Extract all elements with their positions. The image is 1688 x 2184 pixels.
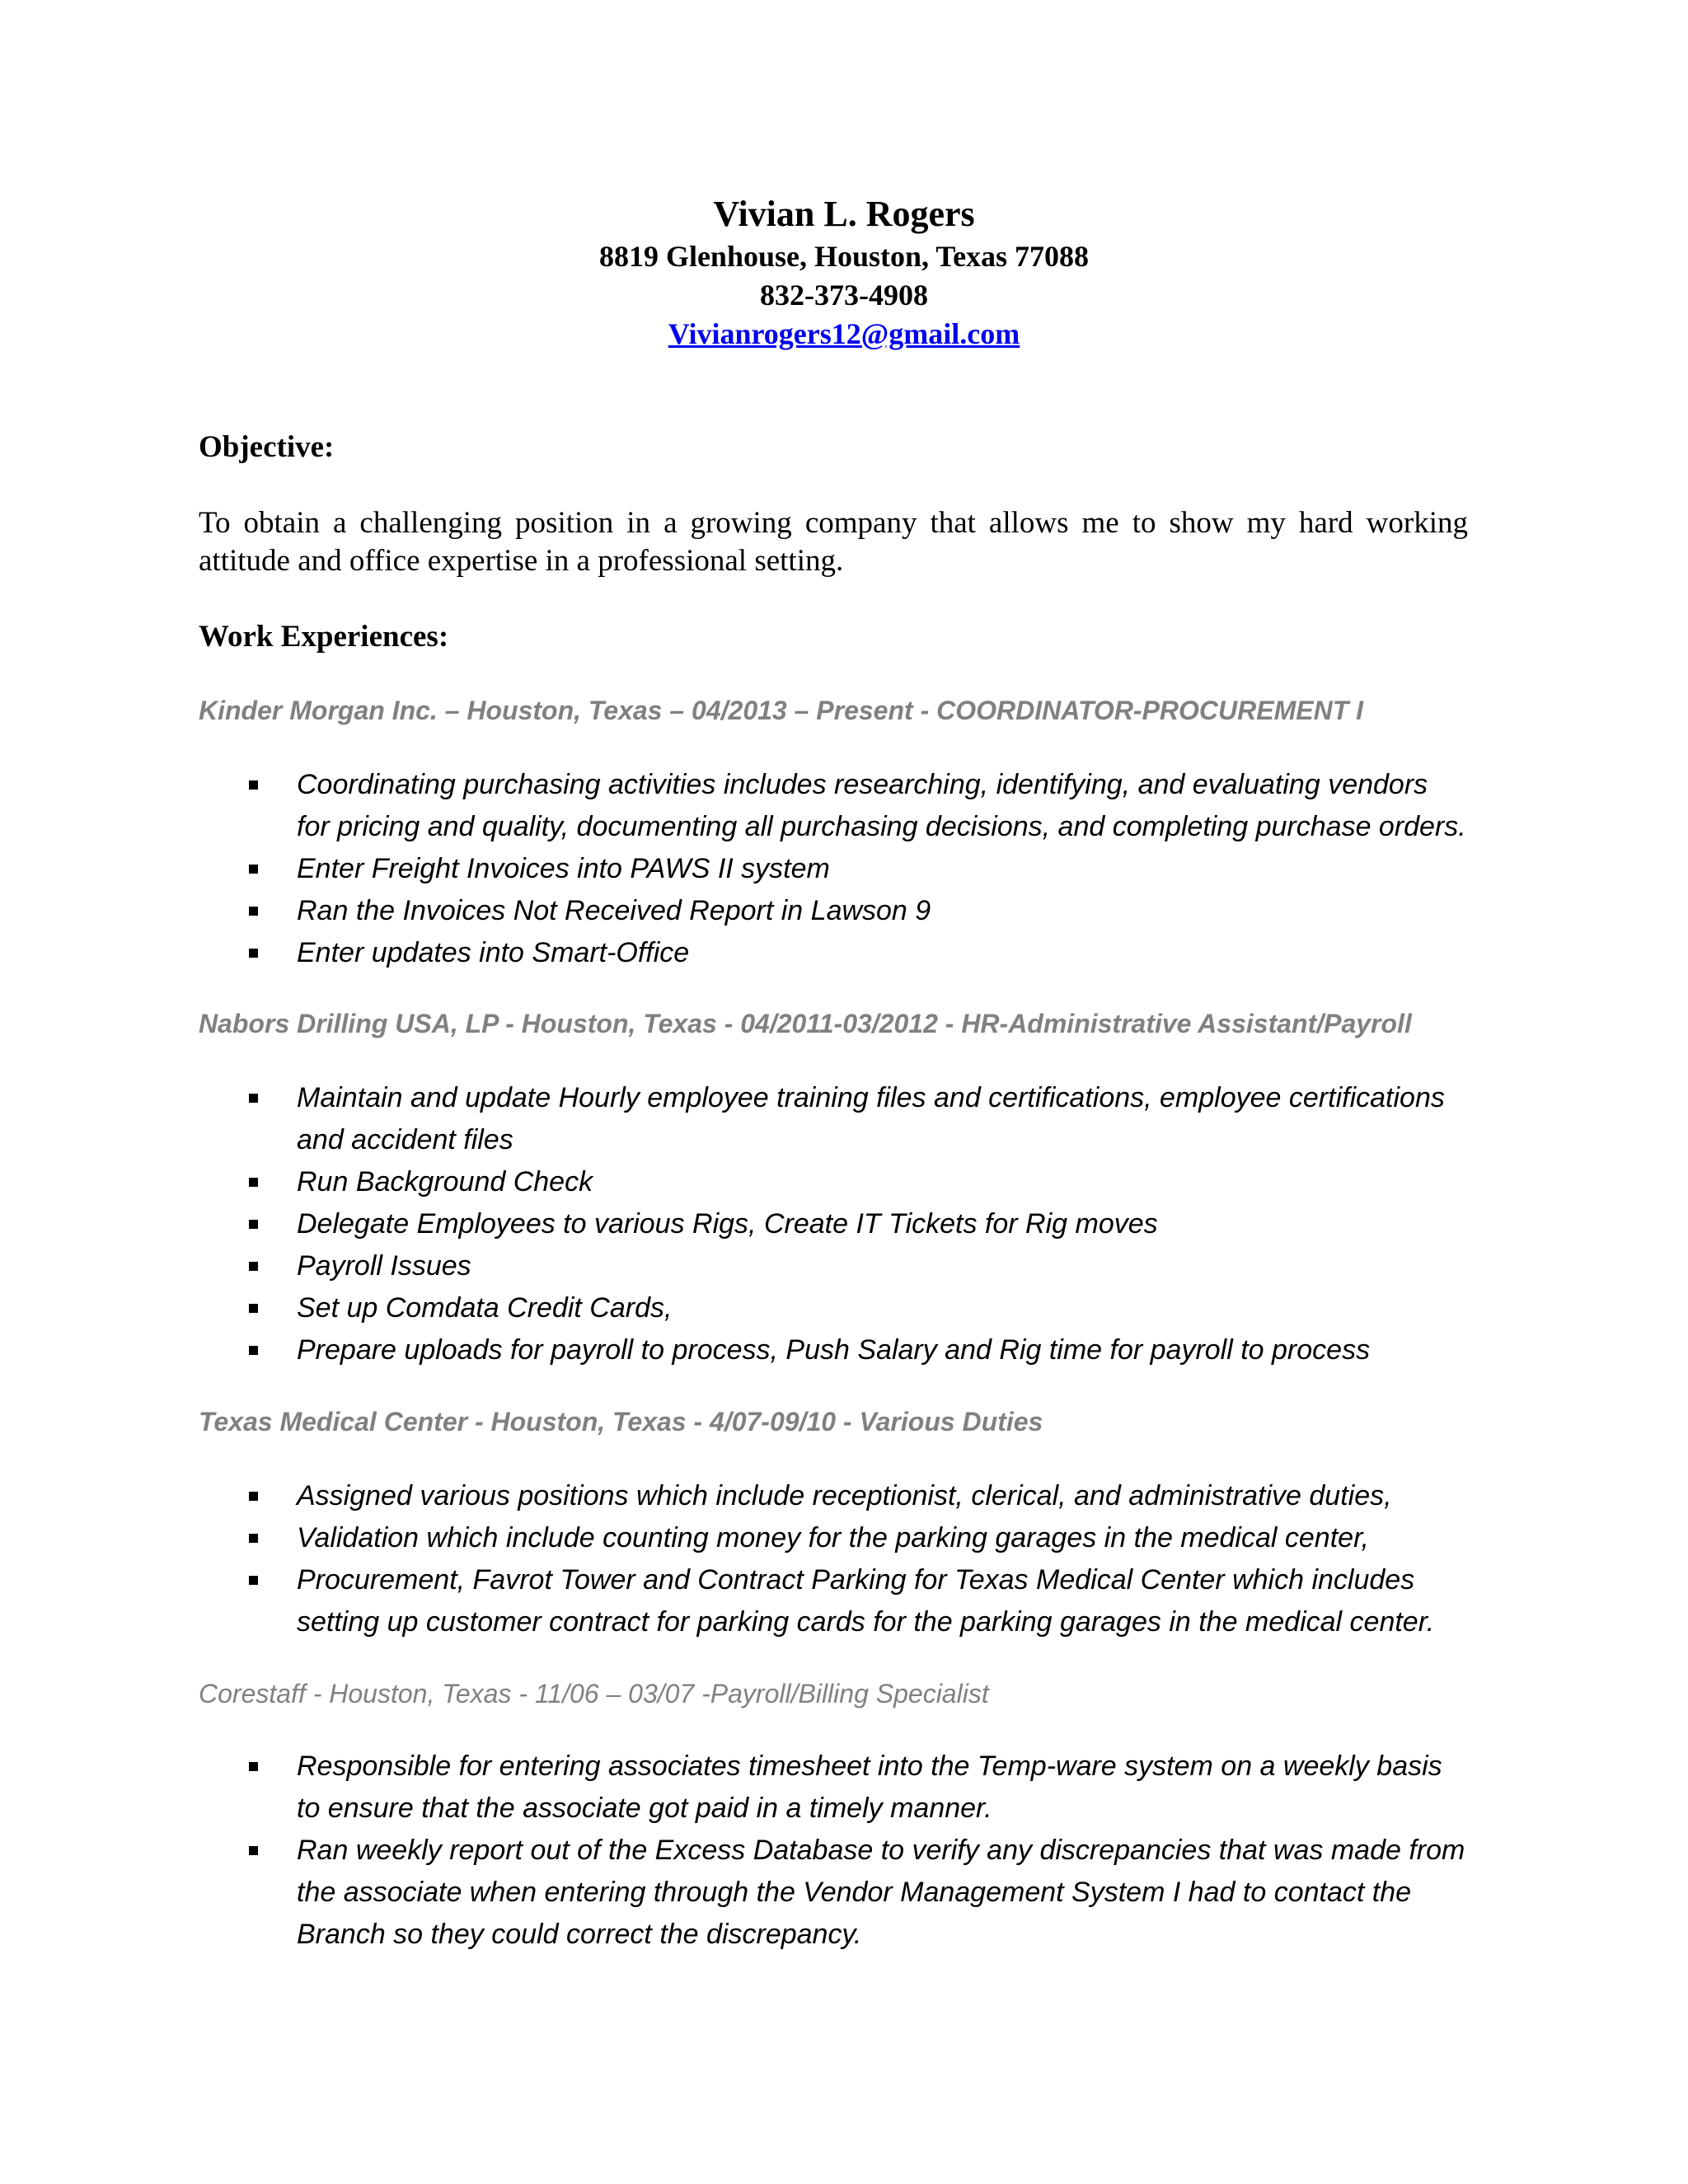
list-item: Validation which include counting money for the parking garages in the medical center, [0, 1517, 1467, 1559]
address: 8819 Glenhouse, Houston, Texas 77088 [598, 240, 1090, 273]
job-bullets-corestaff [0, 1746, 1467, 1956]
list-item: Delegate Employees to various Rigs, Create IT Tickets for Rig moves [0, 1203, 1467, 1245]
phone-number: 832-373-4908 [760, 279, 928, 312]
job-header-kinder-morgan: Kinder Morgan Inc. – Houston, Texas – 04/2013 – Present - COORDINATOR-PROCUREMENT I [199, 696, 1364, 725]
objective-heading: Objective: [199, 430, 335, 464]
job-bullets-kinder-morgan [0, 764, 1467, 974]
job-bullets-texas-medical-center [0, 1475, 1467, 1643]
list-item: Maintain and update Hourly employee training files and certifications, employee certifications and accident files [0, 1077, 1467, 1161]
list-item: Run Background Check [0, 1161, 1467, 1203]
list-item: Procurement, Favrot Tower and Contract Parking for Texas Medical Center which includes setting up customer contract for parking cards for the parking garages in the medical center. [0, 1559, 1467, 1643]
list-item: Set up Comdata Credit Cards, [0, 1287, 1467, 1329]
list-item: Ran weekly report out of the Excess Database to verify any discrepancies that was made from the associate when entering through the Vendor Management System I had to contact the Branch so they could correct the discrepancy. [0, 1830, 1467, 1956]
job-header-nabors-drilling: Nabors Drilling USA, LP - Houston, Texas - 04/2011-03/2012 - HR-Administrative Assistant/Payroll [199, 1009, 1412, 1038]
candidate-name: Vivian L. Rogers [713, 194, 975, 234]
job-header-corestaff: Corestaff - Houston, Texas - 11/06 – 03/07 -Payroll/Billing Specialist [199, 1679, 989, 1708]
list-item: Responsible for entering associates timesheet into the Temp-ware system on a weekly basis to ensure that the associate got paid in a timely manner. [0, 1746, 1467, 1830]
job-bullets-nabors-drilling [0, 1077, 1467, 1371]
list-item: Payroll Issues [0, 1245, 1467, 1287]
list-item: Enter Freight Invoices into PAWS II system [0, 848, 1467, 890]
list-item: Coordinating purchasing activities includes researching, identifying, and evaluating vendors for pricing and quality, documenting all purchasing decisions, and completing purchase orders. [0, 764, 1467, 848]
list-item: Ran the Invoices Not Received Report in Lawson 9 [0, 890, 1467, 932]
list-item: Assigned various positions which include receptionist, clerical, and administrative duties, [0, 1475, 1467, 1517]
list-item: Prepare uploads for payroll to process, Push Salary and Rig time for payroll to process [0, 1329, 1467, 1371]
list-item: Enter updates into Smart-Office [0, 932, 1467, 974]
objective-text: To obtain a challenging position in a growing company that allows me to show my hard working attitude and office expertise in a professional setting. [199, 506, 1468, 578]
resume-header [0, 191, 1688, 354]
job-header-texas-medical-center: Texas Medical Center - Houston, Texas - 4/07-09/10 - Various Duties [199, 1407, 1043, 1436]
work-experiences-heading: Work Experiences: [199, 620, 449, 654]
email-link[interactable]: Vivianrogers12@gmail.com [668, 317, 1020, 350]
